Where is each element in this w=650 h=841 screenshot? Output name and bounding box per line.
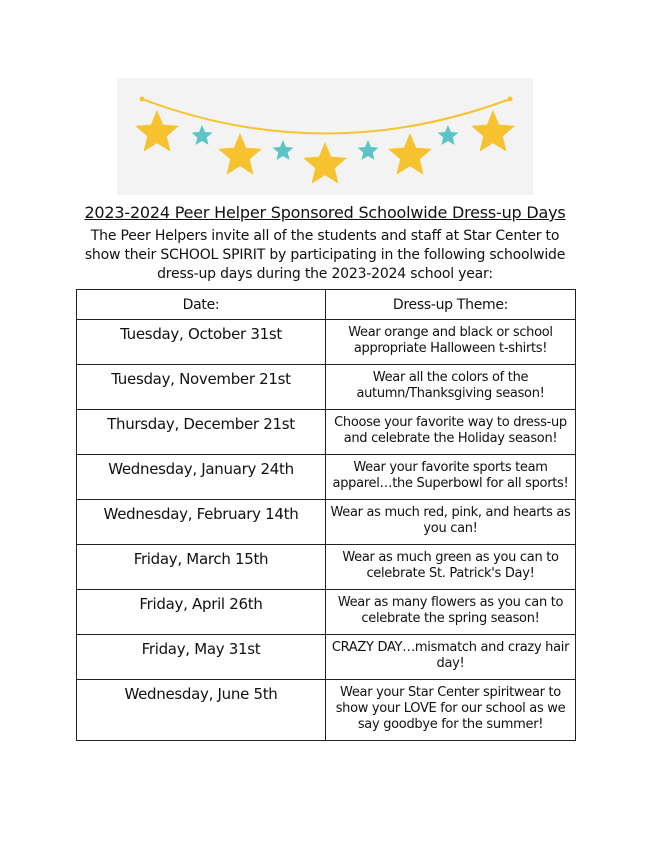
row-theme: Wear all the colors of the autumn/Thanksgiving season! xyxy=(326,365,576,410)
table-row xyxy=(77,635,576,680)
row-date: Tuesday, November 21st xyxy=(77,365,326,410)
table-row xyxy=(77,320,576,365)
row-theme: CRAZY DAY…mismatch and crazy hair day! xyxy=(326,635,576,680)
row-date: Wednesday, June 5th xyxy=(77,680,326,741)
teal-star-icon xyxy=(358,140,379,160)
row-date: Wednesday, January 24th xyxy=(77,455,326,500)
star-garland-graphic xyxy=(117,78,533,195)
table-row xyxy=(77,680,576,741)
star-garland-banner xyxy=(117,78,533,195)
gold-star-icon xyxy=(218,133,262,175)
table-row xyxy=(77,500,576,545)
row-date: Thursday, December 21st xyxy=(77,410,326,455)
table-row xyxy=(77,365,576,410)
row-theme: Choose your favorite way to dress-up and celebrate the Holiday season! xyxy=(326,410,576,455)
gold-star-icon xyxy=(303,142,347,184)
theme-column-header: Dress-up Theme: xyxy=(326,290,576,320)
gold-star-icon xyxy=(135,110,179,152)
row-date: Wednesday, February 14th xyxy=(77,500,326,545)
row-theme: Wear your Star Center spiritwear to show your LOVE for our school as we say goodbye for the summer! xyxy=(326,680,576,741)
row-theme: Wear as much red, pink, and hearts as you can! xyxy=(326,500,576,545)
dress-up-days-table xyxy=(76,289,576,741)
gold-star-icon xyxy=(388,133,432,175)
teal-star-icon xyxy=(273,140,294,160)
row-theme: Wear your favorite sports team apparel…the Superbowl for all sports! xyxy=(326,455,576,500)
teal-star-icon xyxy=(438,125,459,145)
row-theme: Wear orange and black or school appropriate Halloween t-shirts! xyxy=(326,320,576,365)
row-date: Friday, April 26th xyxy=(77,590,326,635)
row-date: Friday, May 31st xyxy=(77,635,326,680)
page-title: 2023-2024 Peer Helper Sponsored Schoolwide Dress-up Days xyxy=(84,203,566,222)
teal-star-icon xyxy=(192,125,213,145)
gold-star-icon xyxy=(471,110,515,152)
row-theme: Wear as much green as you can to celebrate St. Patrick's Day! xyxy=(326,545,576,590)
table-row xyxy=(77,410,576,455)
garland-end-right xyxy=(508,97,513,102)
row-date: Friday, March 15th xyxy=(77,545,326,590)
row-date: Tuesday, October 31st xyxy=(77,320,326,365)
row-theme: Wear as many flowers as you can to celebrate the spring season! xyxy=(326,590,576,635)
date-column-header: Date: xyxy=(77,290,326,320)
garland-end-left xyxy=(140,97,145,102)
table-row xyxy=(77,545,576,590)
garland-string xyxy=(142,99,510,134)
intro-paragraph: The Peer Helpers invite all of the students and staff at Star Center to show their SCHOOL SPIRIT by participating in the following schoolwide dress-up days during the 2023-2024 school year: xyxy=(84,228,566,282)
table-row xyxy=(77,590,576,635)
table-row xyxy=(77,455,576,500)
